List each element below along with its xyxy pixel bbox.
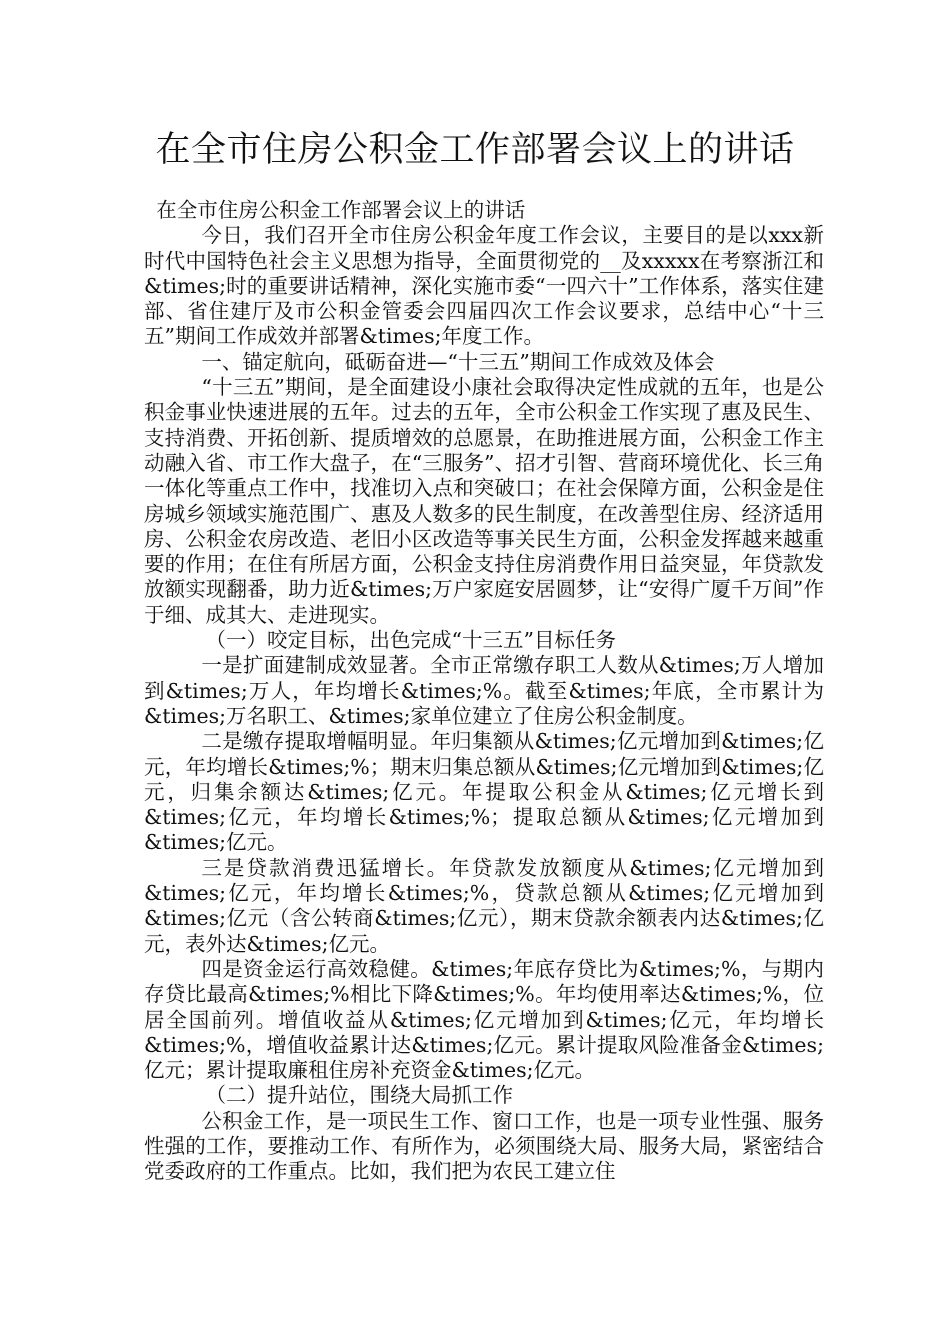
paragraph-point-1: 一是扩面建制成效显著。全市正常缴存职工人数从&times;万人增加到&times;万人，年均增长&times;%。截至&times;年底，全市累计为&times;万名职工、&times;家单位建立了住房公积金制度。 [144, 653, 824, 728]
paragraph-point-4: 四是资金运行高效稳健。&times;年底存贷比为&times;%，与期内存贷比最高&times;%相比下降&times;%。年均使用率达&times;%，位居全国前列。增值收益从&times;亿元增加到&times;亿元，年均增长&times;%，增值收益累计达&times;亿元。累计提取风险准备金&times;亿元；累计提取廉租住房补充资金&times;亿元。 [144, 956, 824, 1083]
paragraph-work: 公积金工作，是一项民生工作、窗口工作，也是一项专业性强、服务性强的工作，要推动工作、有所作为，必须围绕大局、服务大局，紧密结合党委政府的工作重点。比如，我们把为农民工建立住 [144, 1108, 824, 1184]
subsection-heading-2: （二）提升站位，围绕大局抓工作 [205, 1083, 513, 1108]
document-body [144, 198, 824, 1185]
document-title: 在全市住房公积金工作部署会议上的讲话 [155, 130, 795, 170]
paragraph-point-3: 三是贷款消费迅猛增长。年贷款发放额度从&times;亿元增加到&times;亿元，年均增长&times;%，贷款总额从&times;亿元增加到&times;亿元（含公转商&times;亿元），期末贷款余额表内达&times;亿元，表外达&times;亿元。 [144, 855, 824, 956]
subsection-heading-1: （一）咬定目标，出色完成“十三五”目标任务 [205, 628, 616, 653]
document-subtitle: 在全市住房公积金工作部署会议上的讲话 [156, 198, 526, 222]
paragraph-review: “十三五”期间，是全面建设小康社会取得决定性成就的五年，也是公积金事业快速进展的五年。过去的五年，全市公积金工作实现了惠及民生、支持消费、开拓创新、提质增效的总愿景，在助推进展方面，公积金工作主动融入省、市工作大盘子，在“三服务”、招才引智、营商环境优化、长三角一体化等重点工作中，找准切入点和突破口；在社会保障方面，公积金是住房城乡领域实施范围广、惠及人数多的民生制度，在改善型住房、经济适用房、公积金农房改造、老旧小区改造等事关民生方面，公积金发挥越来越重要的作用；在住有所居方面，公积金支持住房消费作用日益突显，年贷款发放额实现翻番，助力近&times;万户家庭安居圆梦，让“安得广厦千万间”作于细、成其大、走进现实。 [144, 375, 824, 627]
section-heading-1: 一、锚定航向，砥砺奋进—“十三五”期间工作成效及体会 [201, 349, 715, 374]
paragraph-intro: 今日，我们召开全市住房公积金年度工作会议，主要目的是以xxx新时代中国特色社会主义思想为指导，全面贯彻党的__及xxxxx在考察浙江和&times;时的重要讲话精神，深化实施市委“一四六十”工作体系，落实住建部、省住建厅及市公积金管委会四届四次工作会议要求，总结中心“十三五”期间工作成效并部署&times;年度工作。 [144, 223, 824, 349]
paragraph-point-2: 二是缴存提取增幅明显。年归集额从&times;亿元增加到&times;亿元，年均增长&times;%；期末归集总额从&times;亿元增加到&times;亿元，归集余额达&times;亿元。年提取公积金从&times;亿元增长到&times;亿元，年均增长&times;%；提取总额从&times;亿元增加到&times;亿元。 [144, 729, 824, 855]
